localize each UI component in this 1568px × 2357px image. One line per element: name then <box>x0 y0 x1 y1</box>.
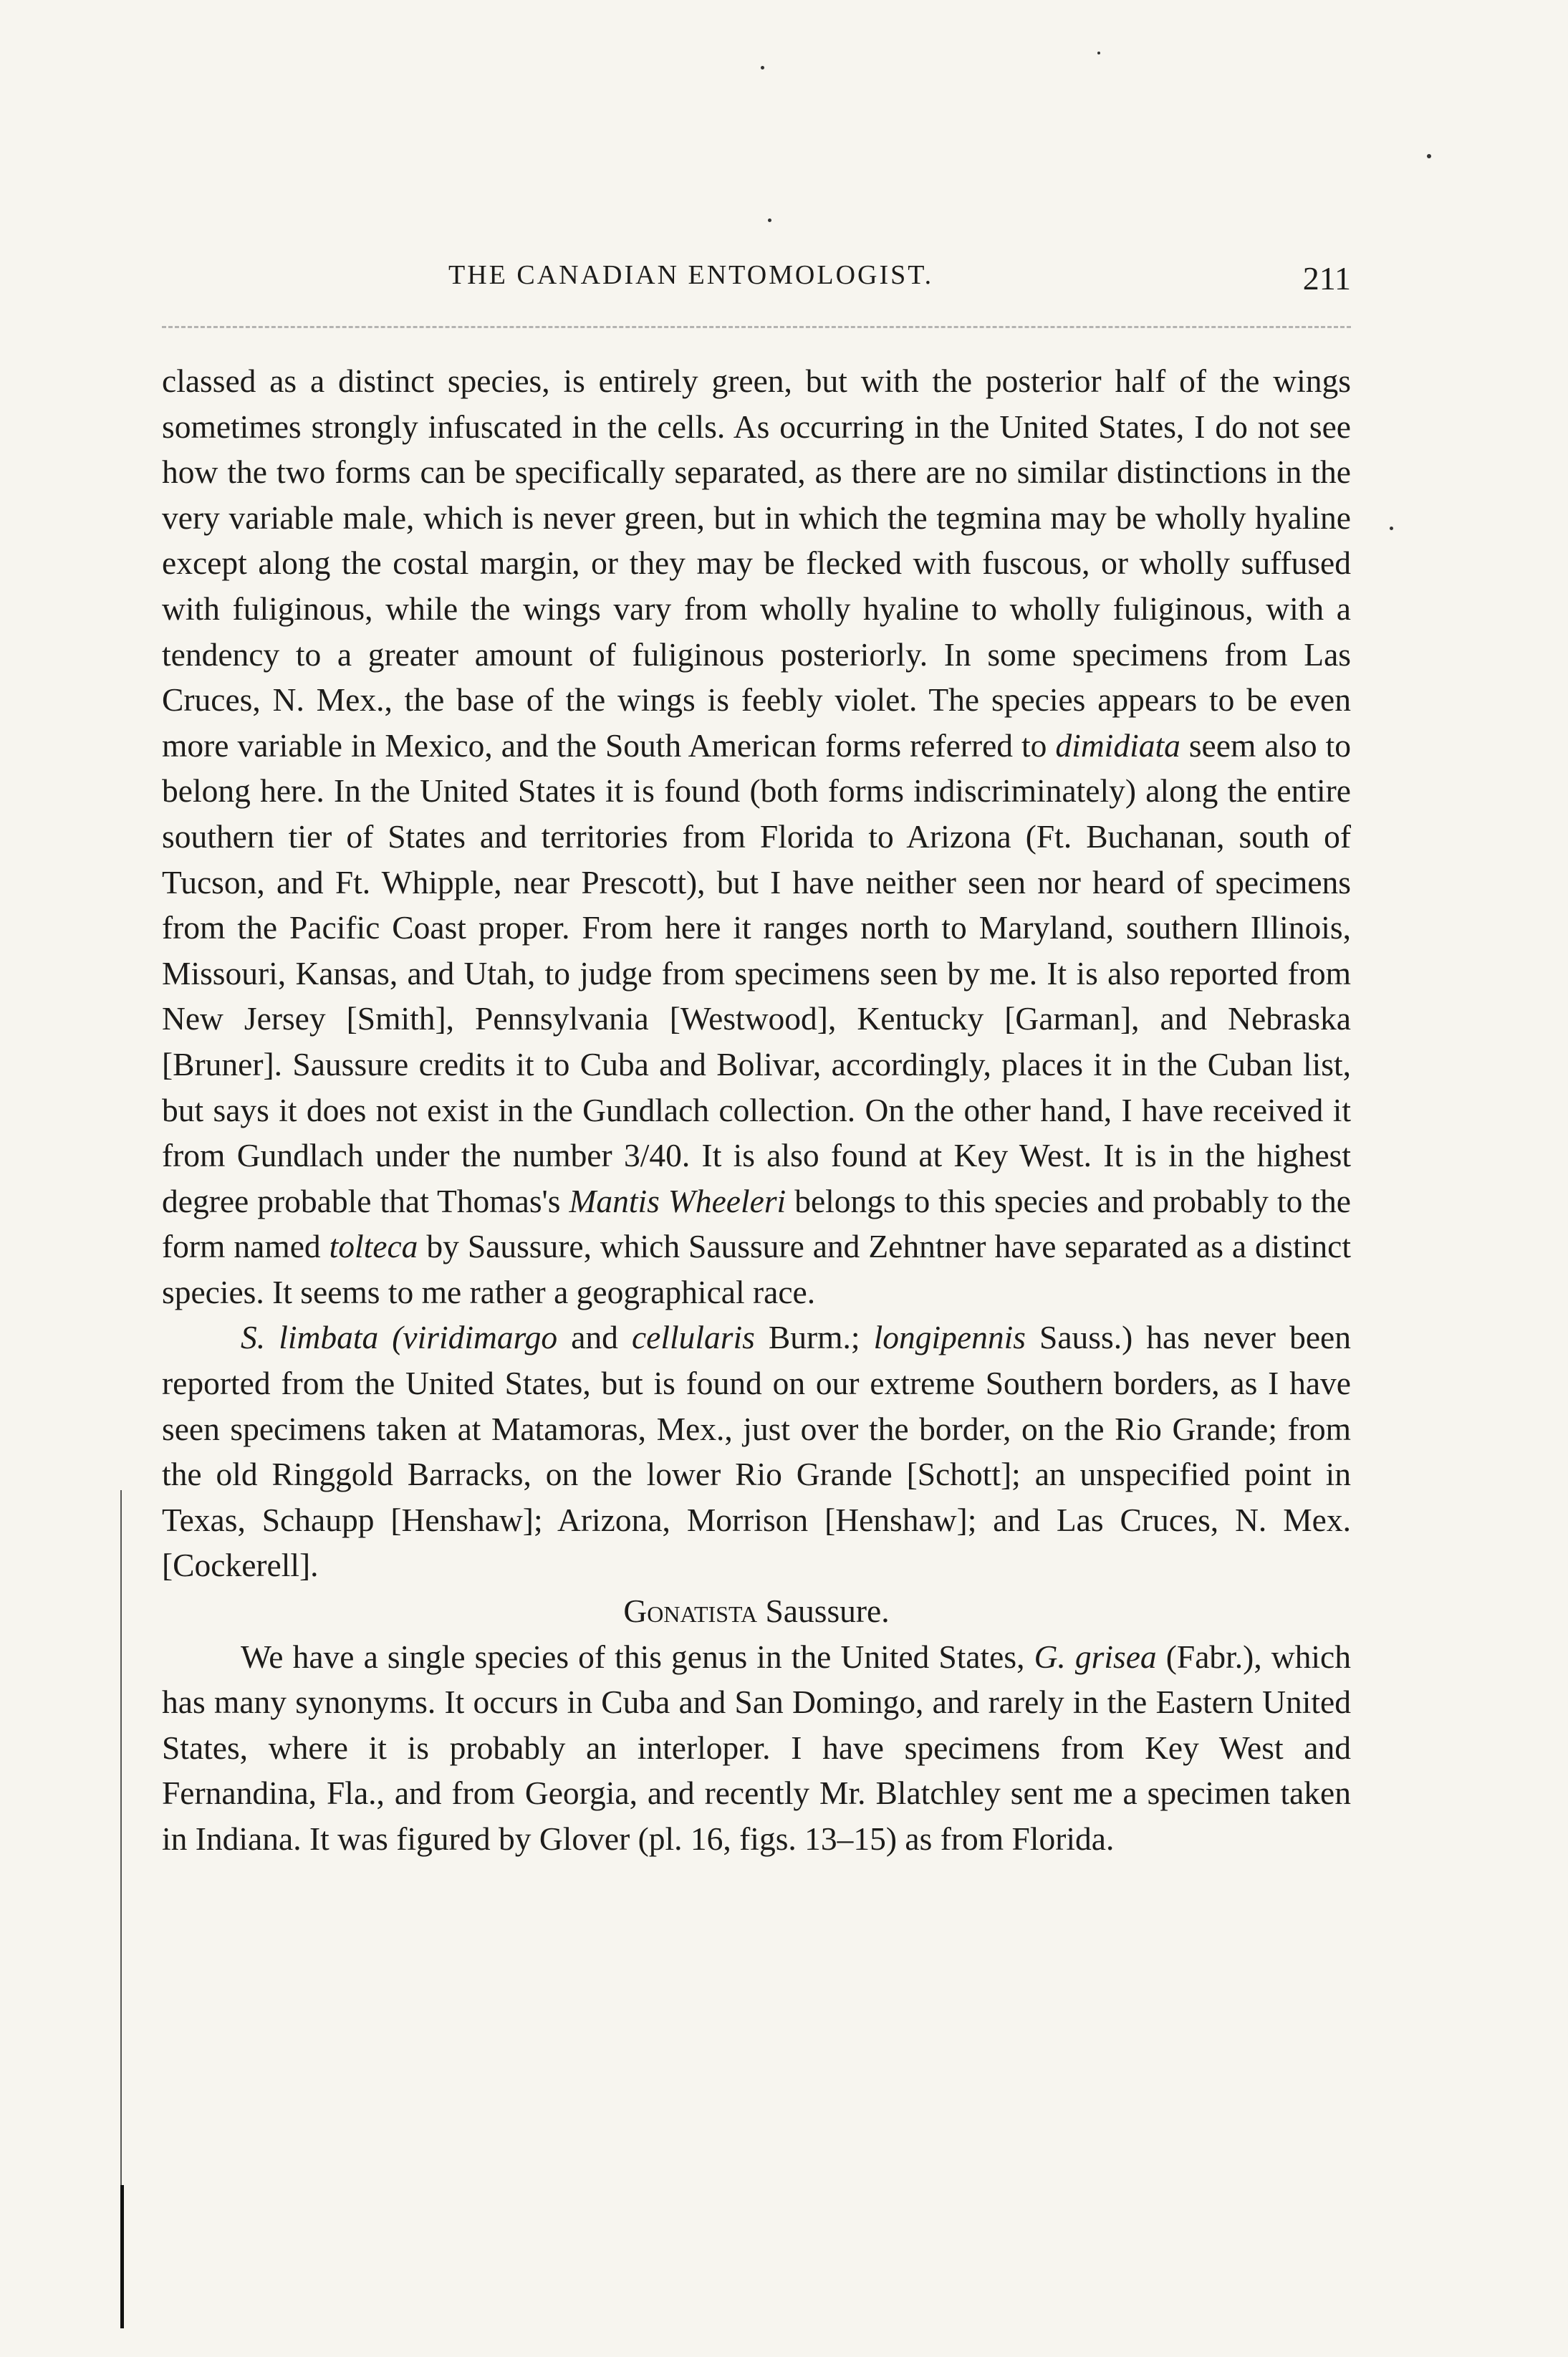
paragraph <box>162 1634 1351 1862</box>
paragraph <box>162 1315 1351 1588</box>
paragraph <box>162 358 1351 1315</box>
margin-mark <box>120 2185 124 2328</box>
page-speck <box>1390 527 1393 530</box>
text-segment: Burm.; <box>754 1319 874 1356</box>
text-segment: (Fabr.), which has many synonyms. It occurs in Cuba and San Domingo, and rarely in the Eastern United States, where it is probably an interloper. I have specimens from Key West and Fernandina, Fla., and from Georgia, and recently Mr. Blatchley sent me a specimen taken in Indiana. It was figured by Glover (pl. 16, figs. 13–15) as from Florida. <box>162 1638 1352 1857</box>
text-segment: dimidiata <box>1055 726 1180 764</box>
page-speck <box>1097 52 1100 54</box>
text-segment: Saussure. <box>757 1593 890 1630</box>
running-head <box>162 259 1351 309</box>
text-segment: longipennis <box>873 1319 1026 1356</box>
text-segment: and <box>557 1319 632 1356</box>
text-segment: belongs to this species and probably to the form named <box>162 1182 1351 1265</box>
text-segment: S. limbata (viridimargo <box>241 1319 558 1356</box>
text-segment: by Saussure, which Saussure and Zehntner have separated as a distinct species. It seems to me rather a geographical race. <box>162 1228 1351 1310</box>
running-title: THE CANADIAN ENTOMOLOGIST. <box>448 260 934 290</box>
page-speck <box>768 219 771 222</box>
genus-heading <box>162 1588 1351 1634</box>
header-rule <box>162 326 1351 328</box>
text-segment: Mantis Wheeleri <box>569 1182 787 1219</box>
text-segment: seem also to belong here. In the United States it is found (both forms indiscriminately) along the entire southern tier of States and territories from Florida to Arizona (Ft. Buchanan, south of Tucson, and Ft. Whipple, near Prescott), but I have neither seen nor heard of specimens from the Pacific Coast proper. From here it ranges north to Maryland, southern Illinois, Missouri, Kansas, and Utah, to judge from specimens seen by me. It is also reported from New Jersey [Smith], Pennsylvania [Westwood], Kentucky [Garman], and Nebraska [Bruner]. Saussure credits it to Cuba and Bolivar, accordingly, places it in the Cuban list, but says it does not exist in the Gundlach collection. On the other hand, I have received it from Gundlach under the number 3/40. It is also found at Key West. It is in the highest degree probable that Thomas's <box>162 726 1351 1219</box>
text-segment: Gonatista <box>623 1593 758 1630</box>
page-number: 211 <box>1302 260 1351 297</box>
text-segment: We have a single species of this genus in the United States, <box>241 1638 1034 1675</box>
text-segment: classed as a distinct species, is entirely green, but with the posterior half of the wings sometimes strongly infuscated in the cells. As occurring in the United States, I do not see how the two forms can be specifically separated, as there are no similar distinctions in the very variable male, which is never green, but in which the tegmina may be wholly hyaline except along the costal margin, or they may be flecked with fuscous, or wholly suffused with fuliginous, while the wings vary from wholly hyaline to wholly fuliginous, with a tendency to a greater amount of fuliginous posteriorly. In some specimens from Las Cruces, N. Mex., the base of the wings is feebly violet. The species appears to be even more variable in Mexico, and the South American forms referred to <box>162 363 1351 764</box>
body-text <box>162 358 1351 1862</box>
text-segment: G. grisea <box>1034 1638 1157 1675</box>
page-speck <box>1427 154 1431 158</box>
page-speck <box>761 66 764 69</box>
text-segment: tolteca <box>329 1228 418 1265</box>
text-segment: Sauss.) has never been reported from the United States, but is found on our extreme Southern borders, as I have seen specimens taken at Matamoras, Mex., just over the border, on the Rio Grande; from the old Ringgold Barracks, on the lower Rio Grande [Schott]; an unspecified point in Texas, Schaupp [Henshaw]; Arizona, Morrison [Henshaw]; and Las Cruces, N. Mex. [Cockerell]. <box>162 1319 1351 1584</box>
text-segment: cellularis <box>631 1319 755 1356</box>
